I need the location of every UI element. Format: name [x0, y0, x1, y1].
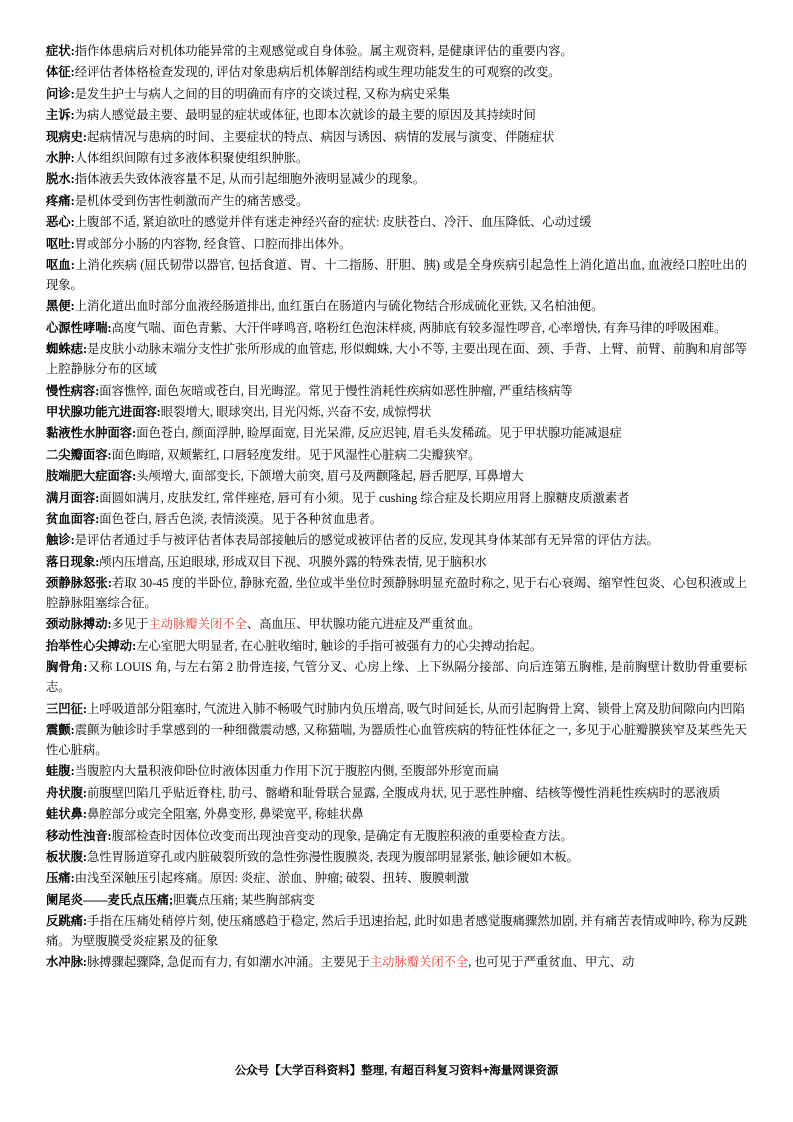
entry-term: 脱水: [46, 172, 75, 187]
entry-term: 反跳痛: [46, 914, 88, 929]
entry-term: 问诊: [46, 86, 75, 101]
glossary-entry [46, 953, 747, 973]
glossary-entry [46, 615, 747, 635]
entry-definition: 是机体受到伤害性刺激而产生的痛苦感受。 [74, 193, 309, 208]
glossary-entry [46, 403, 747, 423]
entry-definition: 脉搏骤起骤降, 急促而有力, 有如潮水冲涌。主要见于 [87, 955, 370, 970]
glossary-entry [46, 256, 747, 296]
glossary-entry [46, 784, 747, 804]
entry-definition: 上呼吸道部分阻塞时, 气流进入肺不畅吸气时肺内负压增高, 吸气时间延长, 从而引起胸骨上窝、锁骨上窝及肋间隙向内凹陷 [87, 701, 745, 716]
entry-term: 三凹征: [46, 701, 87, 716]
entry-term: 现病史: [46, 129, 87, 144]
entry-definition: 多见于 [111, 617, 149, 632]
entry-definition: 眼裂增大, 眼球突出, 目光闪烁, 兴奋不安, 成惊愕状 [160, 404, 432, 419]
entry-term: 体征: [46, 65, 75, 80]
entry-highlight: 主动脉瓣关闭不全 [369, 955, 469, 970]
entry-term: 阑尾炎——麦氏点压痛; [46, 892, 174, 907]
glossary-entry [46, 85, 747, 105]
entry-term: 黑便: [46, 299, 75, 314]
entry-term: 慢性病容: [46, 383, 100, 398]
entry-definition: 手指在压痛处稍停片刻, 使压痛感趋于稳定, 然后手迅速抬起, 此时如患者感觉腹痛骤然加剧, 并有痛苦表情或呻吟, 称为反跳痛。为壁腹膜受炎症累及的征象 [46, 914, 747, 949]
entry-term: 蜘蛛痣: [46, 342, 88, 357]
glossary-entry [46, 382, 747, 402]
entry-term: 满月面容: [46, 490, 100, 505]
glossary-entry [46, 235, 747, 255]
glossary-entry [46, 63, 747, 83]
glossary-entry [46, 467, 747, 487]
entry-term: 呕吐: [46, 236, 75, 251]
entry-term: 主诉: [46, 108, 75, 123]
entry-term: 移动性浊音: [46, 828, 112, 843]
glossary-entry [46, 574, 747, 614]
entry-definition-cont: , 也可见于严重贫血、甲亢、动 [468, 955, 635, 970]
glossary-entry [46, 848, 747, 868]
entry-definition: 面色苍白, 唇舌色淡, 表情淡漠。见于各种贫血患者。 [99, 511, 383, 526]
entry-definition: 起病情况与患病的时间、主要症状的特点、病因与诱因、病情的发展与演变、伴随症状 [87, 129, 555, 144]
entry-definition: 腹部检查时因体位改变而出现浊音变动的现象, 是确定有无腹腔积液的重要检查方法。 [111, 828, 573, 843]
entry-definition: 指作体患病后对机体功能异常的主观感觉或自身体验。属主观资料, 是健康评估的重要内容。 [74, 44, 573, 58]
glossary-entry [46, 658, 747, 698]
glossary-entry [46, 637, 747, 657]
entry-definition: 胆囊点压痛; 某些胸部病变 [173, 892, 315, 907]
entry-term: 颈动脉搏动: [46, 617, 112, 632]
entry-term: 颈静脉怒张: [46, 576, 112, 591]
entry-definition: 上消化疾病 (屈氏韧带以器官, 包括食道、胃、十二指肠、肝胆、胰) 或是全身疾病引起急性上消化道出血, 血液经口腔吐出的现象。 [46, 258, 747, 292]
entry-definition: 是评估者通过手与被评估者体表局部接触后的感觉或被评估者的反应, 发现其身体某部有无异常的评估方法。 [74, 533, 659, 548]
entry-definition-cont: 、高血压、甲状腺功能亢进症及严重贫血。 [246, 617, 481, 632]
entry-term: 落日现象: [46, 554, 100, 569]
entry-highlight: 主动脉瓣关闭不全 [148, 617, 247, 632]
entry-definition: 高度气喘、面色青紫、大汗伴哮鸣音, 咯粉红色泡沫样痰, 两肺底有较多湿性啰音, 心率增快, 有奔马律的呼吸困难。 [111, 320, 727, 335]
glossary-entry [46, 700, 747, 720]
entry-definition: 是发生护士与病人之间的目的明确而有序的交谈过程, 又称为病史采集 [74, 86, 450, 101]
entry-definition: 急性胃肠道穿孔或内脏破裂所致的急性弥漫性腹膜炎, 表现为腹部明显紧张, 触诊硬如木板。 [87, 849, 579, 864]
entry-term: 肢端肥大症面容: [46, 469, 137, 484]
entry-term: 抬举性心尖搏动: [46, 638, 137, 653]
glossary-entry [46, 827, 747, 847]
entry-definition: 面色苍白, 颜面浮肿, 睑厚面宽, 目光呆滞, 反应迟钝, 眉毛头发稀疏。见于甲状腺功能减退症 [136, 426, 622, 441]
entry-term: 板状腹: [46, 849, 87, 864]
entry-term: 蛙状鼻: [46, 807, 87, 822]
entry-term: 疼痛: [46, 193, 75, 208]
entry-definition: 若取 30-45 度的半卧位, 静脉充盈, 坐位或半坐位时颈静脉明显充盈时称之, 见于右心衰竭、缩窄性包炎、心包积液或上腔静脉阻塞综合征。 [46, 576, 747, 611]
glossary-entry [46, 213, 747, 233]
entry-definition: 面容憔悴, 面色灰暗或苍白, 目光晦涩。常见于慢性消耗性疾病如恶性肿瘤, 严重结核病等 [99, 383, 573, 398]
entry-definition: 上消化道出血时部分血液经肠道排出, 血红蛋白在肠道内与硫化物结合形成硫化亚铁, 又名柏油便。 [74, 299, 604, 314]
glossary-entry [46, 106, 747, 126]
entry-definition: 头颅增大, 面部变长, 下颌增大前突, 眉弓及两颧隆起, 唇舌肥厚, 耳鼻增大 [136, 469, 524, 484]
glossary-entry [46, 319, 747, 339]
glossary-entry [46, 489, 747, 509]
glossary-entry [46, 762, 747, 782]
entry-term: 压痛: [46, 871, 75, 886]
entry-definition: 当腹腔内大量积液仰卧位时液体因重力作用下沉于腹腔内侧, 至腹部外形宽而扁 [74, 764, 499, 779]
entry-term: 呕血: [46, 258, 75, 273]
entry-term: 贫血面容: [46, 511, 100, 526]
entry-term: 震颤: [46, 723, 75, 737]
entry-definition: 为病人感觉最主要、最明显的症状或体征, 也即本次就诊的最主要的原因及其持续时间 [74, 108, 536, 123]
entry-definition: 又称 LOUIS 角, 与左右第 2 肋骨连接, 气管分叉、心房上缘、上下纵隔分接部、向后连第五胸椎, 是前胸壁计数肋骨重要标志。 [46, 660, 747, 695]
glossary-entry [46, 149, 747, 169]
entry-term: 蛙腹: [46, 764, 75, 779]
glossary-entry [46, 297, 747, 317]
entry-term: 水肿: [46, 151, 75, 166]
page-footer: 公众号【大学百科资料】整理, 有超百科复习资料+海量网课资源 [234, 1065, 559, 1077]
entry-term: 黏液性水肿面容: [46, 426, 137, 441]
glossary-entry [46, 869, 747, 889]
entry-definition: 前腹壁凹陷几乎贴近脊柱, 肋弓、髂嵴和耻骨联合显露, 全腹成舟状, 见于恶性肿瘤、结核等慢性消耗性疾病时的恶液质 [87, 785, 721, 800]
entry-term: 恶心: [46, 215, 75, 230]
entry-definition: 震颤为触诊时手掌感到的一种细微震动感, 又称猫喘, 为器质性心血管疾病的特征性体征之一, 多见于心脏瓣膜狭窄及某些先天性心脏病。 [46, 723, 747, 757]
entry-term: 二尖瓣面容: [46, 447, 112, 462]
glossary-entry [46, 721, 747, 761]
glossary-entry [46, 510, 747, 530]
entry-definition: 左心室肥大明显者, 在心脏收缩时, 触诊的手指可被强有力的心尖搏动抬起。 [136, 638, 542, 653]
entry-definition: 经评估者体格检查发现的, 评估对象患病后机体解剖结构或生理功能发生的可观察的改变。 [74, 65, 561, 80]
glossary-entry [46, 170, 747, 190]
entry-definition: 胃或部分小肠的内容物, 经食管、口腔而排出体外。 [74, 236, 352, 251]
entry-definition: 鼻腔部分或完全阻塞, 外鼻变形, 鼻梁宽平, 称蛙状鼻 [87, 807, 364, 822]
entry-term: 心源性哮喘: [46, 320, 112, 335]
glossary-entry [46, 128, 747, 148]
entry-term: 胸骨角: [46, 660, 88, 675]
glossary-entry [46, 805, 747, 825]
glossary-entry [46, 446, 747, 466]
entry-definition: 颅内压增高, 压迫眼球, 形成双目下视、巩膜外露的特殊表情, 见于脑积水 [99, 554, 487, 569]
entry-term: 舟状腹: [46, 785, 87, 800]
entry-term: 水冲脉: [46, 955, 87, 970]
entry-term: 症状: [46, 44, 75, 58]
glossary-entries-list [46, 42, 747, 973]
entry-definition: 面色晦暗, 双颊紫红, 口唇轻度发绀。见于风湿性心脏病二尖瓣狭窄。 [111, 447, 481, 462]
glossary-entry [46, 340, 747, 380]
glossary-entry [46, 912, 747, 952]
glossary-entry [46, 553, 747, 573]
glossary-entry [46, 891, 747, 911]
entry-definition: 面圆如满月, 皮肤发红, 常伴痤疮, 唇可有小须。见于 cushing 综合症及长期应用肾上腺糖皮质激素者 [99, 490, 630, 505]
glossary-entry [46, 424, 747, 444]
entry-term: 甲状腺功能亢进面容: [46, 404, 161, 419]
glossary-entry [46, 192, 747, 212]
glossary-entry [46, 531, 747, 551]
entry-definition: 上腹部不适, 紧迫欲吐的感觉并伴有迷走神经兴奋的症状: 皮肤苍白、冷汗、血压降低、心动过缓 [74, 215, 592, 230]
entry-term: 触诊: [46, 533, 75, 548]
entry-definition: 是皮肤小动脉末端分支性扩张所形成的血管痣, 形似蜘蛛, 大小不等, 主要出现在面、颈、手背、上臂、前臂、前胸和肩部等上腔静脉分布的区域 [46, 342, 747, 377]
glossary-entry [46, 42, 747, 62]
entry-definition: 由浅至深触压引起疼痛。原因: 炎症、淤血、肿瘤; 破裂、扭转、腹膜刺激 [74, 871, 469, 886]
entry-definition: 人体组织间隙有过多液体积聚使组织肿胀。 [74, 151, 309, 166]
entry-definition: 指体液丢失致体液容量不足, 从而引起细胞外液明显减少的现象。 [74, 172, 426, 187]
